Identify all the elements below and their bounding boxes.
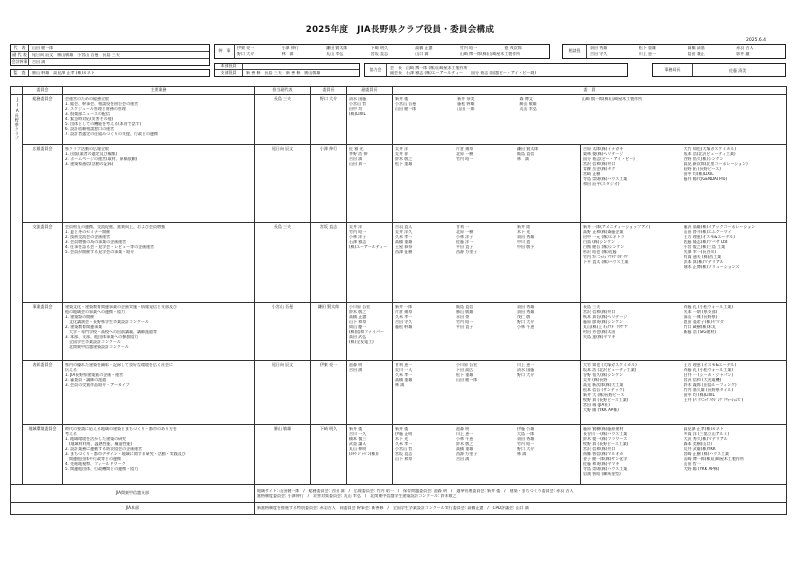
vice-rep: 尾日向 辰文	[255, 361, 311, 425]
committee-table	[10, 86, 787, 515]
committee-name: 事業委員会	[23, 303, 63, 361]
committee-duties: 建築文化・建築教育関連事業の企画実施・情報発信と支部及び 他の地域会の事業への連携・協力 1. 建築祭の開催 文化講演会・長野県学生卒業設計コンクール 2. 建築教育関連事業 大学・専門学校・高校への出前講義、講師派遣等 3. 本部、支部、他団体事業への参加協力 全国学生卒業設計コンクール 北関東甲信越建築設計コンクール	[63, 303, 255, 361]
side-label: JIA長野県クラブ	[11, 95, 23, 485]
branch-officers-box: 本部役員 支部役員 新 善 修 長島 三夫 新 善 修 勝山敬雄	[214, 63, 360, 77]
subchairs: 小川原 吾宏 鈴木 敬之 高橋 正憲 山下 和寿 岡山 慶一 (株)協和ファイバー 高田 武弘 (株)全友電工)	[347, 303, 393, 361]
table-row	[11, 303, 787, 361]
honbu-row	[11, 503, 787, 515]
members: 新井 倭 伊藤 正明 木下 光 久米 孝一 小宮山 哲 宮坂 直志 山下 和寿 池森 明 川上 恵一 小林 千恵 鈴木 敬之 高橋 重雄 西源 万里子 吉田 満 伊藤 公雄 大島 一郎 須田 秀雄 竹内 昭一 野口 大介 林 満	[393, 425, 581, 485]
subchairs: 清水 国藤 小宮山 哲 田中 均 (株)LIXIL	[347, 95, 393, 145]
committee-duties: 県内の優れた建築を顕彰・記録して良好な環境を広く社会に 伝える 1. JIA長野県建築賞の企画・運営 2. 審査員・講師の派遣 3. 会員の受賞作品紹介・アーカイブ	[63, 361, 255, 425]
committee-name: 広報委員会	[23, 145, 63, 223]
committee-duties: 時代の要請に応える地域の建築とまちづくり・都市のあり方を 考える 1. 地域環境を活かした建築の研究 (地域材利用、温熱性能、構造性能) 2. 設計業務に連動する防災協会の企画運営 3. まちづくり・都市デザイン・地域に関する研究・活動・実践及び 関連他団体や行政等との連携 4. 先進地視察、フィールドワーク 5. 関連他団体、行政機関との連携・協力	[63, 425, 255, 485]
koshinetsu-row	[11, 485, 787, 503]
vice-rep: 小宮山 吾曼	[255, 303, 311, 361]
honbu-roles: 新賞格制度を推進する特別委員会: 赤羽吉人 同委員会 幹事会: 新善修 / 全国学生卒業設計コンクール実行委員会: 高橋正憲 / CPD評議会: 山口 満	[255, 503, 787, 515]
chair: 小澤 伸行	[311, 145, 347, 223]
supporting-members: 大竹 知也 (大塚ガスケミカル) 坂本 浩 (北沢ビューティ工業) 谷野 悟久(株)シンケン 荒井 (株)長野 高見 新次郎(株)大工業 松本 信吾 (サンテック) 新井 大 (株)長野ピース 牧野 真 (長野ピース工業) 宮田 瑞 (JIA社) 大野 陽 (YKK AP株) 土方 理恵 (オスモ&エーデル) 斉藤 礼 (小松ウォール工業) 臼井 一 (シーカ・ジャパン) 宮沢 信和 (大光電機) 鈴木 義郎 (田島ルーフィング) 竹内 基久雄 (長野県タイル) 田中 均 (株)LIXIL 土井 (ﾊﾟﾅｿﾆｯｸ ﾊｳｼﾞﾝｸﾞｿﾘｭｰｼｮﾝｽﾞ)	[581, 361, 787, 425]
kyoryokukai-box: 協力会 会 長 山崎 博一郎 (株)山崎屋木工製作所 副会長 石澤 雅志 (株)エーアールティー 国分 裕志 (国越ビー・アイ・ビー商)	[364, 63, 628, 77]
kanji-box: 幹 事 伊東 亮一 小澤 伸行 鎌田 賢太郎 下崎 明久 高橋 正憲 竹内 昭一 徳 茂次郎 野口 大介 林 満 丸山 幸弘 宮坂 直志 山口 満 山崎 博一郎(株)山崎屋木工製作所	[214, 44, 550, 59]
members: 吉羽 直人 荒井 洋久 久米 孝一 高橋 重雄 土屋 恭奈 西澤 征樹 甘利 一 北原 一樹 小林 洋子 佐藤 洋一 平田 直子 西源 万里子 新井 陸 木下 光 須田 秀雄 中川 恩 中田 敬予	[393, 223, 581, 303]
secretary-general-box: 事務局長 佐藤 清美	[652, 63, 786, 77]
header-committee: 委員会	[23, 87, 63, 95]
committee-duties: 会運営のための総務全般 1. 総会、幹事会、相談役を囲む会の運営 2. スケジュール管理と財務の管理 3. 倶楽部ニュースの配信 4. 緊急時対応(災害その他) 5. 団体としての機能を考える(本音で話す) 6. 設計依頼相談窓口の運営 7. 設計者選定の仕組みづくりの支援、行政との連携	[63, 95, 255, 145]
header-subchair: 副委員長	[347, 87, 393, 95]
committee-name: 総務委員会	[23, 95, 63, 145]
chair: 鎌田 賢太郎	[311, 303, 347, 361]
committee-name: 地域環境委員会	[23, 425, 63, 485]
table-row	[11, 425, 787, 485]
chair: 宮坂 直志	[311, 223, 347, 303]
vice-rep: 尾日向 辰文	[255, 145, 311, 223]
subchairs: 荒井 洋 竹内 昭一 小林 洋子 石澤 雅志 (株)エーアールティー	[347, 223, 393, 303]
header-vice-rep: 担当副代表	[255, 87, 311, 95]
header-duties: 主要業務	[63, 87, 255, 95]
page-title: 2025年度 JIA長野県クラブ役員・委員会構成	[305, 25, 495, 35]
table-row	[11, 145, 787, 223]
committee-duties: 会員相互の連携、交流促進、賞賛向上、および会員増強 1. 夏と冬のセミナー開催 2. 技術交流会の企画運営 3. 会員増強の為の事業の企画運営 4. 仕事を語る会・見学会・レビュー等の企画運営 5. 会員が開催する見学会の事業・紹介	[63, 223, 255, 303]
members: 新井 一郎 片倉 揚寿 久米 孝一 吉田 守久 藤松 幹雄 飯島 直信 勝山 敏雄 永田 豪 竹内 昭一 平田 直子 須田 秀雄 須田 秀雄 茂仁 敬 野口 大介 小林 千恵	[393, 303, 581, 361]
committee-name: 表彰委員会	[23, 361, 63, 425]
chair: 下崎 明久	[311, 425, 347, 485]
vice-rep: 長島 三夫	[255, 95, 311, 145]
officer-row-accounting: 会計幹事 吉田 満	[11, 59, 46, 65]
header-chair: 委員長	[311, 87, 347, 95]
subchairs: 池森 明 吉田 満	[347, 361, 393, 425]
committee-duties: 県クラブ活動の広報全般 1. 出版(業者の選定及び編集) 2. ホームページの運営(取材、原稿依頼) 3. 建築家通信(活動の記録)	[63, 145, 255, 223]
table-row	[11, 95, 787, 145]
table-row	[11, 223, 787, 303]
supporting-members: 吉原 太郎(株)イナガキ 栗林 俊(株)ヘリテージ 国分 裕志(ビー・アイ・ビー) 宮沢 信和(株)井口 青柳 岳史(株)タグ 宮崎 正樹 寺島 崇則(株)ハウス工業 和田 辰平(スタジオ) 大竹 知也(大塚ガスケミカル) 坂本 浩(北沢ビューティ工業) 谷野 悟久(株)シンケン 高見 新次郎(北里コーポレーション) 辰野 拓 (長野ピース) 田中 均(株)LIXIL 藤井 陽代(GENDAI Pro)	[581, 145, 787, 223]
committee-name: 交流委員会	[23, 223, 63, 303]
consult-box: 相談役 須田 秀雄 松下 重雄 髙橋 清基 赤羽 吉人 吉田 守久 川上 恵一 島田 兼正 影井 巌	[562, 44, 786, 59]
supporting-members: 長島 三夫 宮沢 信和(株)井口 秋本 真吾(株)ヘリテージ 藤原 節英(株)シンケン 丸山(株)上 ｷｪﾅﾌﾄﾞ ｸﾗﾌﾞﾌﾞ 村田 芳也(株)太田 矢島 達(株)ヤマキ 斉藤 礼 (小松ウォール工業) 矢本 一朗 (県支部) 深山 一典 (長野県) 恩田 亜希子(株)ヤマダ 竹口 蔵樹(株)木丸 新藤 浩 (SIG建材)	[581, 303, 787, 361]
honbu-label: JIA本部	[11, 503, 255, 515]
supporting-members: 新井 一郎(アメニティーショップアイ) 高野 正和(株)斎藤企業 田中 一元 (株)エネトラ 白鳥 (株)シンケン 白熊 健吾 (株)シンケン 杉沢 昭也 (株)近藤 竹内 ｽﾊﾟﾆｯｼｭ ｿﾌﾄﾌﾟﾛﾀﾞｸﾂ 下平 直太 (株)ハウス工業 蓮沢 高雄(株)イアックコーポレーション 山田 啓介(株)エムケーワイ 土方 理恵(オスモ&エーデル) 佐藤 隆志(株)ツバサ Ltd 小宮 俊之(株)三島 工業 矢澤 幸一(長谷川) 有賀 通夫 (株)西工業 浜本 真(株)マテリアル 畑木 正博(株)ソリューションズ	[581, 223, 787, 303]
document-date: 2025.6.4	[746, 38, 767, 43]
vice-rep: 長島 三夫	[255, 223, 311, 303]
supporting-members: 藤原 賢樹(株)藤原建材 長谷川 一(株)ハウス工業 鈴木 俊一(株)フラワーズ 牧野 真 (長野ピース工業) 宮沢 信和(株)井口 南郷 智信(株)マルオカ 金子 健一郎(株)サン化学 佐藤 和英(株)ヤマキ 寺島 崇則(株)ハウス工業 岩渕 智昭 (練馬金型) 高見澤 正孝(株)カネト 多賀 洋 (三協立山アルミ) 大沢 秀久(株)マテリアル 森本 美樹(山口) 荒井 武雄(株)YKK 宮崎 正樹 (株)ハウス工業 山崎 博一郎(株)山崎屋木工製作所 山田 哲一 大野 陽 (YKK AP株)	[581, 425, 787, 485]
officers-box	[10, 44, 210, 66]
members: 甘利 恵一 荒川 一人 久米 孝一 高橋 重雄 林 満 小川原 吾宏 下田 高広 松下 重雄 山田 健一郎 川上 恵一 清水 国藤 野口 大介	[393, 361, 581, 425]
subchairs: 佐 雅 光 茅野 浩 伸 吉田 満 山田 真一	[347, 145, 393, 223]
members: 荒井 洋 荒井 祥 鈴木 敬之 松下 重雄 片倉 揚寿 北原 一樹 竹内 昭一 鎌田 賢太郎 飯島 直信 林 満	[393, 145, 581, 223]
header-members: 委 員	[393, 87, 787, 95]
members: 新井 倭 小宮山 吾曼 山田 健一郎 新井 奈美 藤松 幹雄 山田 一郎 森 博文 勝山 敏雄 丸山 幸弘 山崎 慎一郎(株)山崎屋木工製作所	[393, 95, 787, 145]
subchairs: 新井 倭 吉川 一久 橋本 慎三 武重 謙人 丸山 伸明 (ｶﾄｳ ｼﾞｬﾊﾟﾝ(株))	[347, 425, 393, 485]
table-row	[11, 361, 787, 425]
table-header-row	[11, 87, 787, 95]
koshinetsu-roles: 地域サイト: 山田健一郎 / 総務委員会: 吉田 満 / 広報委員会: 竹内 昭一 / 保存問題委員会: 池森 明 / 選挙管理委員会: 新井 倭 / 建築・まちづくり委員会: 赤羽 吉人 賞格制度委員会: 小澤伸行 / 災害対策委員会: 丸山 幸弘 / 北関東甲信越学生建築設計コンクール: 鈴木敬之	[255, 485, 787, 503]
officer-row-vice: 副 代 表 尾日向 辰文 勝山敏雄 小宮山 吾曼 長島 三夫	[11, 52, 209, 59]
koshinetsu-label: JIA関東甲信越支部	[11, 485, 255, 503]
vice-rep: 勝山 敏雄	[255, 425, 311, 485]
kansa-box: 監 査 勝山 幹雄 高見澤 正孝 (株)カネト	[10, 69, 210, 77]
officer-row-representative: 代 表 山田 健一郎	[11, 45, 209, 52]
chair: 野口 大介	[311, 95, 347, 145]
chair: 伊東 亮一	[311, 361, 347, 425]
